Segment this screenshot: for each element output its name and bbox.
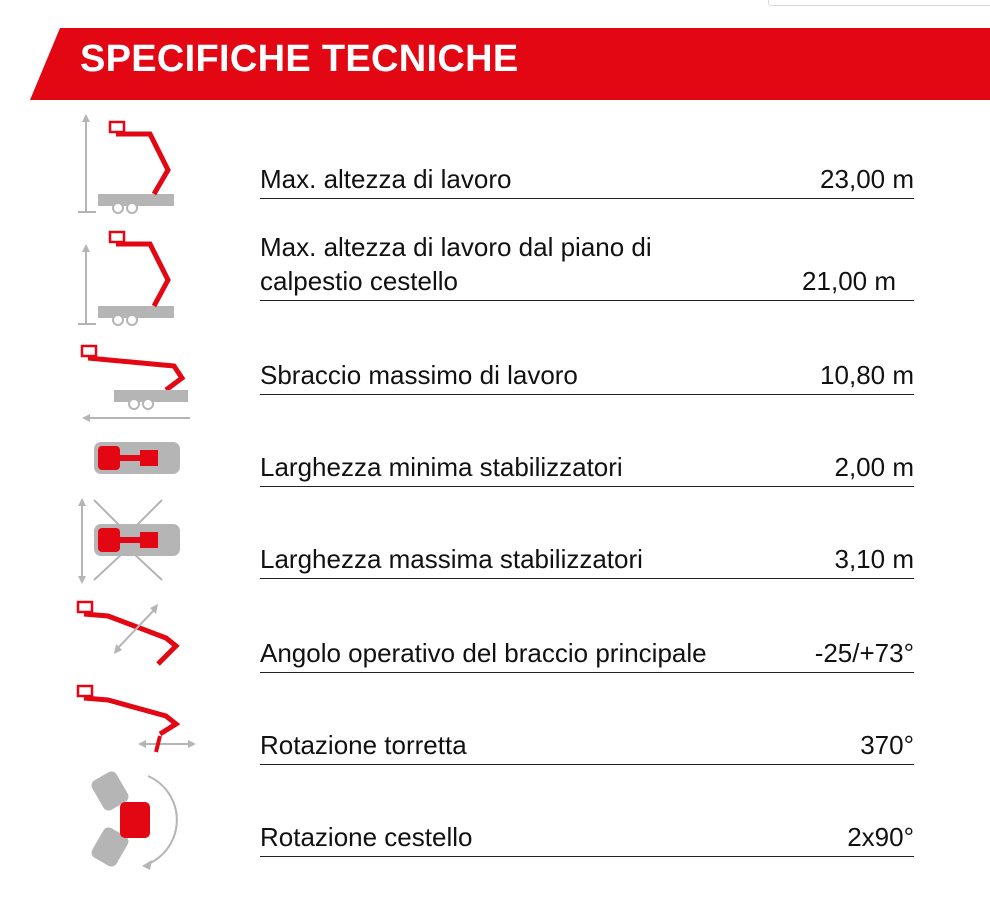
turret-rotation-icon [72,682,196,754]
spec-value: 10,80 m [820,360,914,390]
min-outrigger-width-icon [90,436,186,478]
spec-value: 21,00 m [802,266,896,296]
spec-row-working-height [260,162,914,199]
spec-row-min-outrigger-width [260,450,914,487]
spec-value: 3,10 m [834,544,914,574]
spec-row-boom-angle [260,636,914,673]
max-outreach-icon [70,340,194,424]
spec-label: Sbraccio massimo di lavoro [260,360,578,390]
spec-label: Rotazione cestello [260,822,473,852]
spec-value: 23,00 m [820,164,914,194]
spec-value: -25/+73° [814,638,914,668]
spec-label: Rotazione torretta [260,730,467,760]
spec-row-turret-rotation [260,728,914,765]
spec-row-basket-rotation [260,820,914,857]
max-outrigger-width-icon [72,496,196,586]
spec-row-max-outreach [260,358,914,395]
working-height-icon [70,112,190,216]
spec-row-max-outrigger-width [260,542,914,579]
spec-label: Max. altezza di lavoro [260,164,512,194]
platform-floor-height-icon [70,224,190,328]
spec-value: 2x90° [847,822,914,852]
spec-value: 370° [860,730,914,760]
basket-rotation-icon [86,766,182,872]
boom-angle-icon [72,598,192,672]
section-header [0,28,990,100]
spec-label: Angolo operativo del braccio principale [260,638,707,668]
top-tab [768,0,990,6]
spec-label: Larghezza minima stabilizzatori [260,452,623,482]
page-title: SPECIFICHE TECNICHE [80,38,519,80]
spec-label: Larghezza massima stabilizzatori [260,544,643,574]
spec-row-platform-floor-height [260,230,914,301]
spec-value: 2,00 m [834,452,914,482]
spec-label: Max. altezza di lavoro dal piano di calpestio cestello [260,232,652,296]
